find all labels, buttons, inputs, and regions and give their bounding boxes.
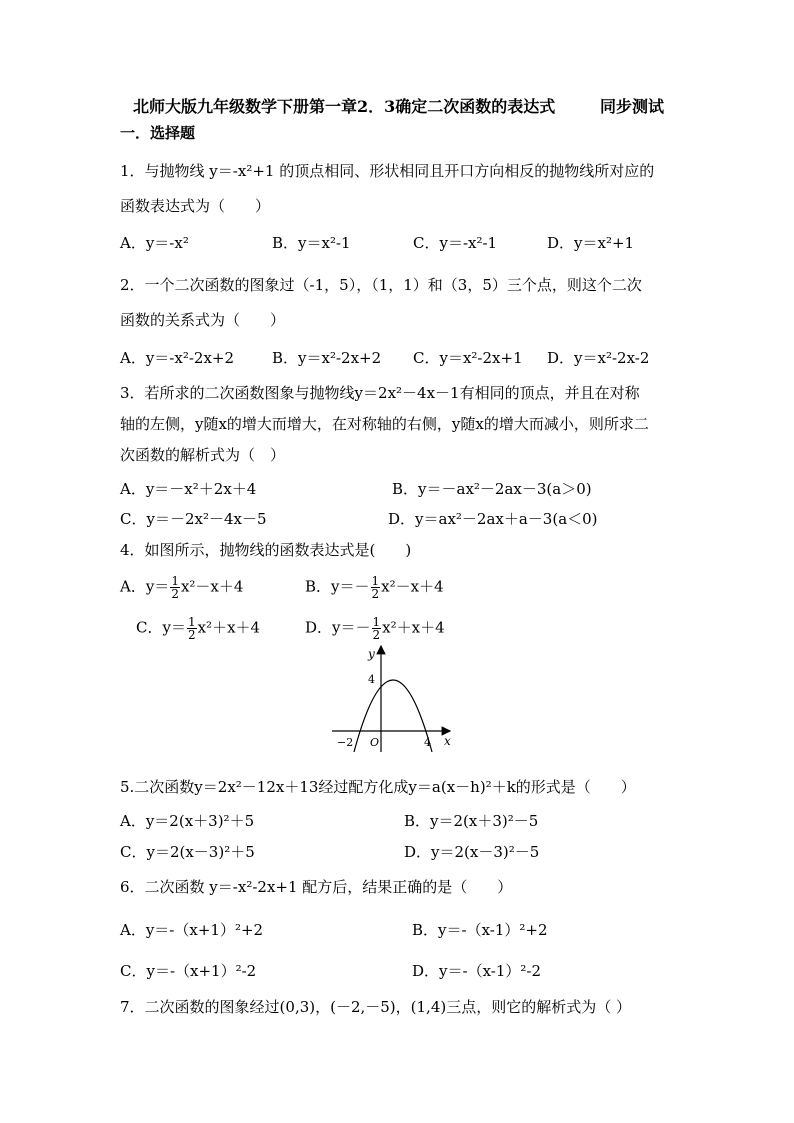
q4-option-a <box>120 575 243 600</box>
fraction-numerator: 1 <box>372 615 381 629</box>
q1-option-d: D．y＝x²+1 <box>547 234 635 252</box>
q4-c-suffix: x²＋x＋4 <box>197 618 261 637</box>
fraction-numerator: 1 <box>171 574 179 588</box>
fraction-denominator: 2 <box>171 587 179 601</box>
q5-option-c: C．y＝2(x－3)²＋5 <box>120 843 255 861</box>
q3-option-c: C．y＝－2x²－4x－5 <box>120 510 267 528</box>
q4-d-prefix: D．y＝－ <box>305 618 371 637</box>
q4-option-c <box>136 616 260 641</box>
q2-option-a: A．y＝-x²-2x+2 <box>120 349 235 367</box>
question-4-line-1: 4．如图所示，抛物线的函数表达式是( ) <box>120 541 412 559</box>
page-title: 北师大版九年级数学下册第一章2．3确定二次函数的表达式 <box>133 97 556 116</box>
q4-option-b <box>305 575 444 600</box>
section-heading: 一．选择题 <box>120 124 196 142</box>
q2-option-b: B．y＝x²-2x+2 <box>272 349 382 367</box>
q4-b-prefix: B．y＝－ <box>305 577 370 596</box>
q4-a-fraction <box>170 575 180 600</box>
fraction-numerator: 1 <box>187 615 196 629</box>
fraction-denominator: 2 <box>372 628 381 642</box>
q4-option-d <box>305 616 445 641</box>
question-3-line-3: 次函数的解析式为（ ） <box>120 446 286 464</box>
q6-option-b: B．y＝-（x-1）²+2 <box>412 921 548 939</box>
question-3-line-2: 轴的左侧，y随x的增大而增大，在对称轴的右侧，y随x的增大而减小，则所求二 <box>120 415 649 433</box>
tick-label-y4: 4 <box>368 673 375 686</box>
parabola-graph <box>330 644 460 754</box>
parabola-curve <box>354 680 432 752</box>
question-2-line-1: 2．一个二次函数的图象过（-1，5），（1，1）和（3，5）三个点，则这个二次 <box>120 276 642 294</box>
fraction-denominator: 2 <box>371 587 380 601</box>
q4-d-fraction <box>372 616 382 641</box>
q4-c-fraction <box>187 616 197 641</box>
q1-option-a: A．y＝-x² <box>120 234 189 252</box>
q5-option-a: A．y＝2(x＋3)²＋5 <box>120 812 255 830</box>
q6-option-a: A．y＝-（x+1）²+2 <box>120 921 264 939</box>
q1-option-c: C．y＝-x²-1 <box>413 234 498 252</box>
q4-d-suffix: x²＋x＋4 <box>382 618 445 637</box>
q6-option-d: D．y＝-（x-1）²-2 <box>412 962 542 980</box>
q3-option-d: D．y＝ax²－2ax＋a－3(a＜0) <box>388 510 598 528</box>
question-1-line-2: 函数表达式为（ ） <box>120 197 271 215</box>
q2-option-c: C．y＝x²-2x+1 <box>413 349 523 367</box>
tick-label-x4: 4 <box>424 736 431 749</box>
question-7-line-1: 7．二次函数的图象经过(0,3)，(－2,－5)，(1,4)三点，则它的解析式为（ ） <box>120 998 631 1016</box>
question-6-line-1: 6．二次函数 y＝-x²-2x+1 配方后，结果正确的是（ ） <box>120 878 513 896</box>
fraction-numerator: 1 <box>371 574 380 588</box>
fraction-denominator: 2 <box>187 628 196 642</box>
page-title-suffix: 同步测试 <box>600 97 665 116</box>
q3-option-a: A．y＝－x²＋2x＋4 <box>120 480 257 498</box>
x-axis-label: x <box>444 734 451 748</box>
q3-option-b: B．y＝－ax²－2ax－3(a＞0) <box>392 480 592 498</box>
q6-option-c: C．y＝-（x+1）²-2 <box>120 962 257 980</box>
origin-label: O <box>370 736 380 749</box>
y-axis-label: y <box>368 647 375 661</box>
q4-b-suffix: x²－x＋4 <box>381 577 444 596</box>
q5-option-b: B．y＝2(x＋3)²－5 <box>404 812 539 830</box>
q4-a-suffix: x²－x＋4 <box>180 577 244 596</box>
question-1-line-1: 1．与抛物线 y＝-x²+1 的顶点相同、形状相同且开口方向相反的抛物线所对应的 <box>120 162 655 180</box>
q2-option-d: D．y＝x²-2x-2 <box>547 349 650 367</box>
q4-b-fraction <box>371 575 381 600</box>
tick-label-neg2: −2 <box>337 736 354 749</box>
question-3-line-1: 3．若所求的二次函数图象与抛物线y＝2x²－4x－1有相同的顶点，并且在对称 <box>120 384 640 402</box>
q5-option-d: D．y＝2(x－3)²－5 <box>404 843 540 861</box>
q1-option-b: B．y＝x²-1 <box>272 234 351 252</box>
question-2-line-2: 函数的关系式为（ ） <box>120 311 286 329</box>
q4-a-prefix: A．y＝ <box>120 577 170 596</box>
question-5-line-1: 5.二次函数y＝2x²－12x＋13经过配方化成y＝a(x－h)²＋k的形式是（ ） <box>120 778 636 796</box>
q4-c-prefix: C．y＝ <box>136 618 186 637</box>
